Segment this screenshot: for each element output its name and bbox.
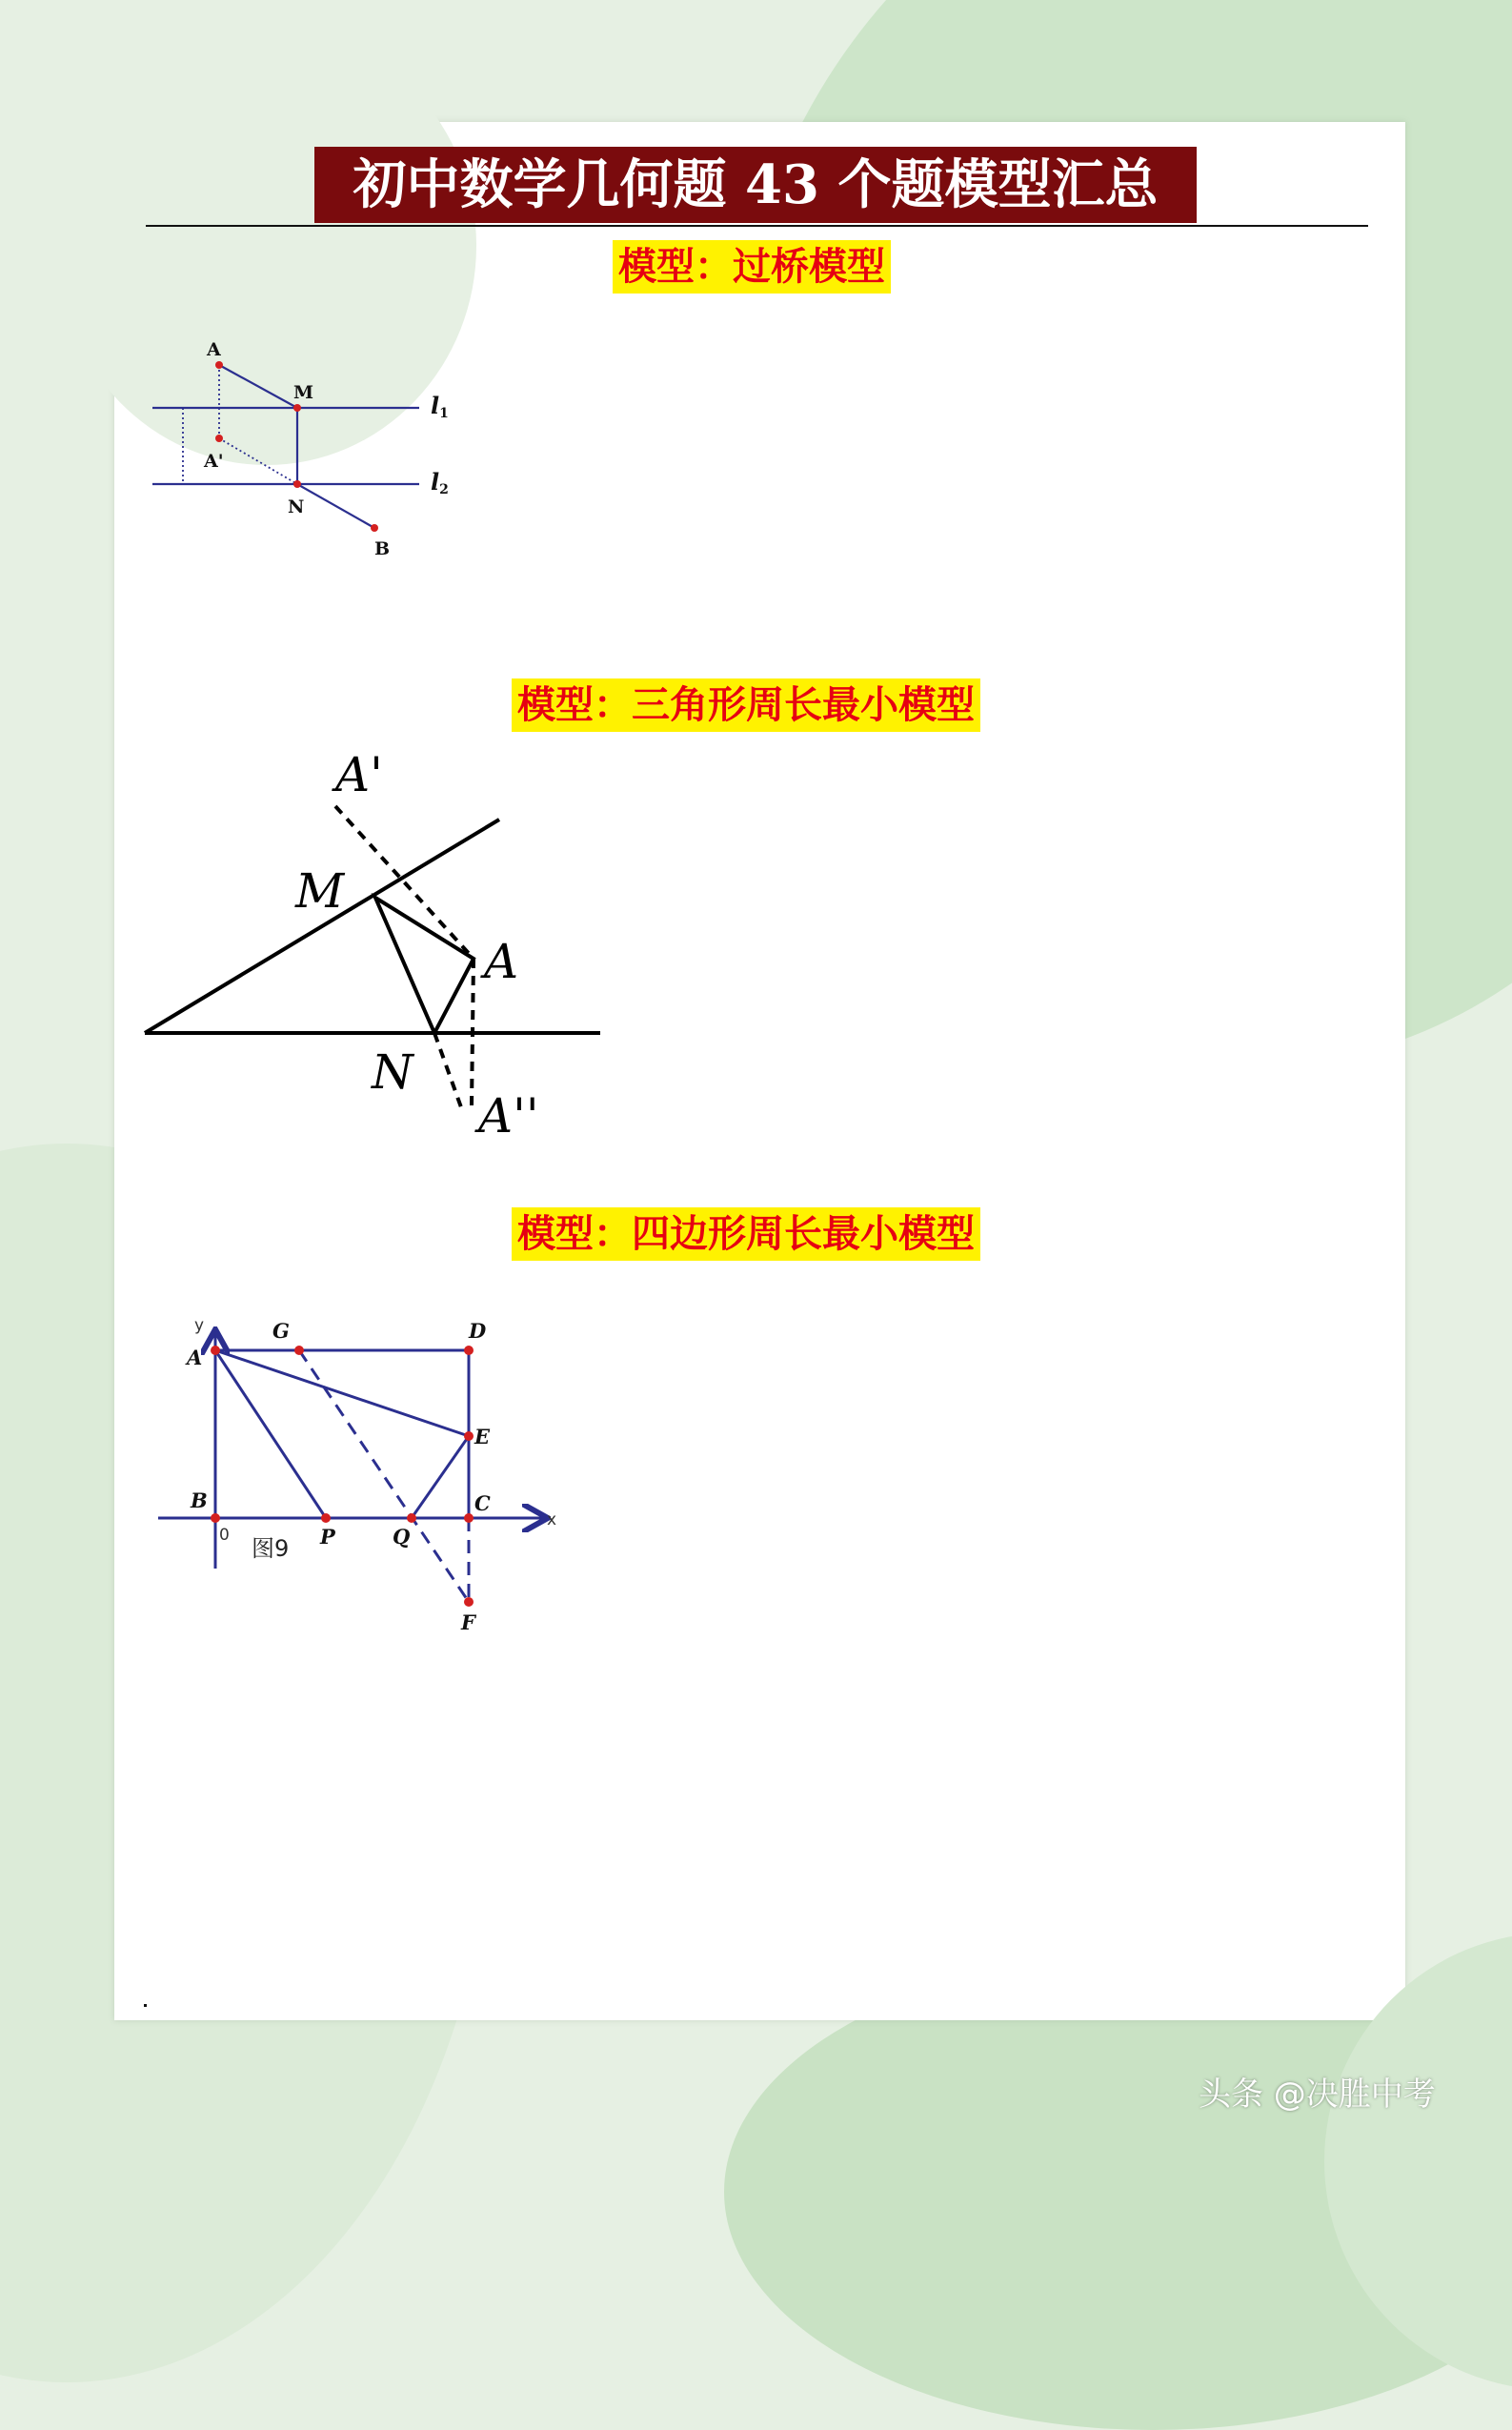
point-D (464, 1346, 474, 1355)
label-A-prime: A' (204, 451, 224, 472)
header-divider (146, 225, 1368, 227)
triangle-AMN (375, 898, 474, 1033)
triangle-perimeter-figure (133, 743, 610, 1144)
point-C (464, 1513, 474, 1523)
point-A-prime (215, 435, 223, 442)
label-F: F (461, 1610, 475, 1634)
point-N (293, 480, 301, 488)
label-G: G (272, 1319, 290, 1343)
label-N: N (372, 1044, 413, 1100)
dashed-A-to-A-double (472, 959, 474, 1105)
section-title-bridge-model: 模型：过桥模型 (613, 240, 891, 294)
point-M (293, 404, 301, 412)
label-B: B (374, 538, 391, 559)
point-G (294, 1346, 304, 1355)
label-l1: l1 (431, 392, 449, 421)
quadrilateral-perimeter-figure (143, 1306, 581, 1649)
label-A: A (187, 1346, 203, 1369)
page-title: 初中数学几何题 43 个题模型汇总 (314, 147, 1197, 223)
dashed-G-to-F (299, 1350, 469, 1602)
label-A: A (484, 934, 519, 989)
label-M: M (293, 382, 314, 403)
footer-dot (144, 2004, 147, 2007)
point-B (371, 524, 378, 532)
label-M: M (295, 863, 345, 919)
watermark: 头条 @决胜中考 (1199, 2076, 1436, 2114)
point-Q (407, 1513, 416, 1523)
segment-AP (215, 1350, 326, 1518)
axis-label-x: x (547, 1510, 557, 1529)
point-E (464, 1431, 474, 1441)
label-A-double-prime: A'' (478, 1088, 539, 1144)
label-E: E (474, 1425, 491, 1448)
label-C: C (474, 1491, 491, 1515)
segment-NB (297, 484, 374, 528)
label-l2: l2 (431, 468, 449, 497)
point-A (211, 1346, 220, 1355)
label-D: D (469, 1319, 487, 1343)
label-B: B (191, 1488, 208, 1512)
label-Q: Q (393, 1525, 411, 1549)
label-A: A (207, 339, 221, 360)
segment-AE (215, 1350, 469, 1436)
label-P: P (320, 1525, 335, 1549)
segment-QE (412, 1436, 469, 1518)
point-P (321, 1513, 331, 1523)
figure-caption: 图9 (252, 1535, 290, 1562)
dotted-A'N (219, 438, 297, 484)
axis-label-y: y (194, 1316, 205, 1335)
label-A-prime: A' (335, 747, 383, 802)
section-title-triangle-model: 模型：三角形周长最小模型 (512, 678, 980, 732)
point-A (215, 361, 223, 369)
segment-AM (219, 365, 297, 408)
origin-label: 0 (219, 1526, 230, 1545)
section-title-quadrilateral-model: 模型：四边形周长最小模型 (512, 1207, 980, 1261)
dashed-A-to-A-prime (335, 806, 474, 959)
label-N: N (288, 496, 305, 517)
point-B (211, 1513, 220, 1523)
bridge-model-figure (143, 334, 467, 572)
dashed-N-extension (434, 1033, 461, 1107)
point-F (464, 1597, 474, 1607)
